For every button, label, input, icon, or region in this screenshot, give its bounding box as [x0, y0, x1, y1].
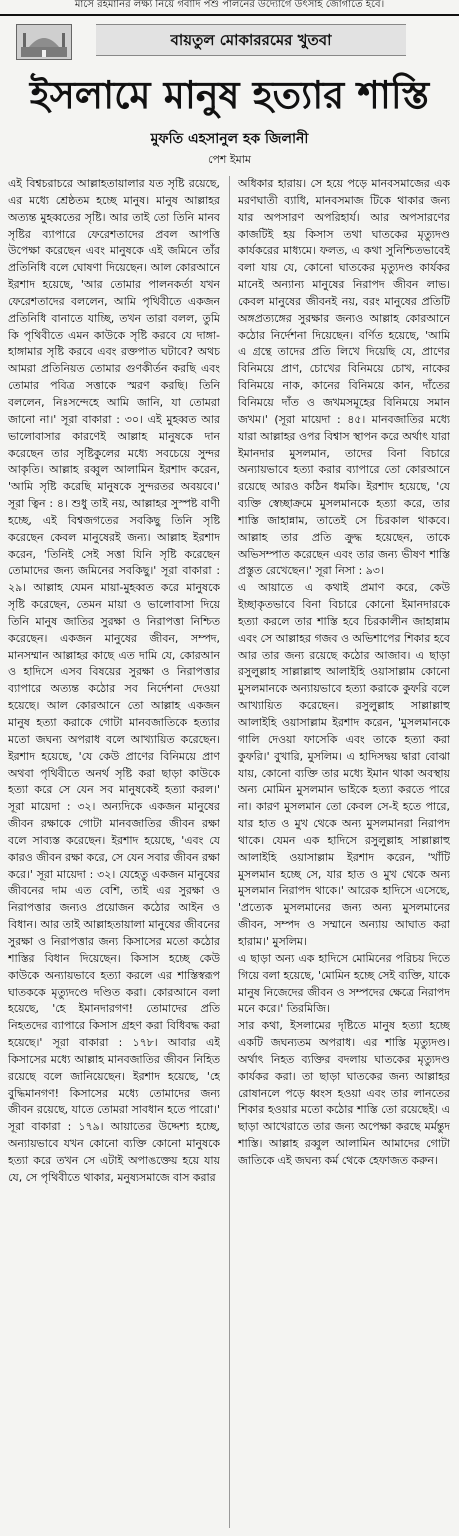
section-title: বায়তুল মোকাররমের খুতবা: [96, 24, 406, 56]
article-column-right: [238, 176, 450, 1528]
paragraph: এই বিশ্বচরাচরে আল্লাহতায়ালার যত সৃষ্টি রয়েছে, এর মধ্যে শ্রেষ্ঠতম হচ্ছে মানুষ। মানুষ আল্লাহর অত্যন্ত মুহব্বতের সৃষ্টি। আর তাই তো তিনি মানব সৃষ্টির ব্যাপারে ফেরেশতাদের প্রবল আপত্তি উপেক্ষা করেছেন এবং মানুষকে এই জমিনে তাঁর প্রতিনিধি বলে ঘোষণা দিয়েছেন। আল কোরআনে ইরশাদ হয়েছে, 'আর তোমার পালনকর্তা যখন ফেরেশতাদের বললেন, আমি পৃথিবীতে একজন প্রতিনিধি বানাতে যাচ্ছি, তখন তারা বলল, তুমি কি পৃথিবীতে এমন কাউকে সৃষ্টি করবে যে দাঙ্গা-হাঙ্গামার সৃষ্টি করবে এবং রক্তপাত ঘটাবে? অথচ আমরা প্রতিনিয়ত তোমার গুণকীর্তন করছি এবং তোমার পবিত্র সত্তাকে স্মরণ করছি। তিনি বললেন, নিঃসন্দেহে আমি জানি, যা তোমরা জানো না।' সূরা বাকারা : ৩০। এই মুহব্বত আর ভালোবাসার কারণেই আল্লাহ মানুষকে দান করেছেন তার সৃষ্টিকুলের মধ্যে সবচেয়ে সুন্দর আকৃতি। আল্লাহ রব্বুল আলামিন ইরশাদ করেন, 'আমি সৃষ্টি করেছি মানুষকে সুন্দরতর অবয়বে।' সূরা ত্বিন : ৪। শুধু তাই নয়, আল্লাহর সুস্পষ্ট বাণী হচ্ছে, এই বিশ্বজগতের সবকিছু তিনি সৃষ্টি করেছেন কেবল মানুষেরই জন্য। আল্লাহ ইরশাদ করেন, 'তিনিই সেই সত্তা যিনি সৃষ্টি করেছেন তোমাদের জন্য জমিনের সবকিছু।' সূরা বাকারা : ২৯। আল্লাহ যেমন মায়া-মুহব্বত করে মানুষকে সৃষ্টি করেছেন, তেমন মায়া ও ভালোবাসা দিয়ে তিনি মানুষ জাতির সুরক্ষা ও নিরাপত্তা নিশ্চিত করেছেন। একজন মানুষের জীবন, সম্পদ, মানসম্মান আল্লাহর কাছে এত দামি যে, কোরআন ও হাদিসে এসব বিষয়ের সুরক্ষা ও নিরাপত্তার ব্যাপারে অত্যন্ত কঠোর সব নির্দেশনা দেওয়া হয়েছে। আল কোরআনে তো আল্লাহ একজন মানুষ হত্যা করাকে গোটা মানবজাতিকে হত্যার মতো জঘন্য অপরাধ বলে আখ্যায়িত করেছেন। ইরশাদ হয়েছে, 'যে কেউ প্রাণের বিনিময়ে প্রাণ অথবা পৃথিবীতে অনর্থ সৃষ্টি করা ছাড়া কাউকে হত্যা করে সে যেন সব মানুষকেই হত্যা করল।' সূরা মায়েদা : ৩২। অন্যদিকে একজন মানুষের জীবন রক্ষাকে গোটা মানবজাতির জীবন রক্ষা বলে সাব্যস্ত করেছেন। ইরশাদ হয়েছে, 'এবং যে কারও জীবন রক্ষা করে, সে যেন সবার জীবন রক্ষা করে।' সূরা মায়েদা : ৩২। যেহেতু একজন মানুষের জীবনের দাম এত বেশি, তাই এর সুরক্ষা ও নিরাপত্তার জন্যও প্রয়োজন কঠোর আইন ও বিধান। আর তাই আল্লাহতায়ালা মানুষের জীবনের সুরক্ষা ও নিরাপত্তার জন্য কিসাসের মতো কঠোর শাস্তির বিধান দিয়েছেন। কিসাস হচ্ছে কেউ কাউকে অন্যায়ভাবে হত্যা করলে এর শাস্তিস্বরূপ ঘাতককে মৃত্যুদণ্ডে দণ্ডিত করা। কোরআনে বলা হয়েছে, 'হে ইমানদারগণ! তোমাদের প্রতি নিহতদের ব্যাপারে কিসাস গ্রহণ করা বিধিবদ্ধ করা হয়েছে।' সূরা বাকারা : ১৭৮। আবার এই কিসাসের মধ্যে আল্লাহ মানবজাতির জীবন নিহিত রয়েছে বলে জানিয়েছেন। ইরশাদ হয়েছে, 'হে বুদ্ধিমানগণ! কিসাসের মধ্যে তোমাদের জন্য জীবন রয়েছে, যাতে তোমরা সাবধান হতে পারো।' সূরা বাকারা : ১৭৯। আয়াতের উদ্দেশ্য হচ্ছে, অন্যায়ভাবে যখন কোনো ব্যক্তি কোনো মানুষকে হত্যা করে তখন সে এটাই অপাঙক্তেয় হয়ে যায় যে, সে পৃথিবীতে থাকার, মনুষ্যসমাজে বাস করার: [8, 177, 220, 1184]
author-name: মুফতি এহসানুল হক জিলানী: [150, 131, 309, 147]
paragraph: অধিকার হারায়। সে হয়ে পড়ে মানবসমাজের এক মরণঘাতী ব্যাধি, মানবসমাজ টিকে থাকার জন্য যার অপসারণ অপরিহার্য। আর অপসারণের কাজটিই হয় কিসাস তথা ঘাতকের মৃত্যুদণ্ড কার্যকরের মাধ্যমে। ফলত, এ কথা সুনিশ্চিতভাবেই বলা যায় যে, কোনো ঘাতকের মৃত্যুদণ্ড কার্যকর মানেই অন্যান্য মানুষের নিরাপদ জীবন লাভ। কেবল মানুষের জীবনই নয়, বরং মানুষের প্রতিটি অঙ্গপ্রত্যঙ্গের সুরক্ষার জন্যও আল্লাহ কোরআনে কঠোর নির্দেশনা দিয়েছেন। বর্ণিত হয়েছে, 'আমি এ গ্রন্থে তাদের প্রতি লিখে দিয়েছি যে, প্রাণের বিনিময়ে প্রাণ, চোখের বিনিময়ে চোখ, নাকের বিনিময়ে নাক, কানের বিনিময়ে কান, দাঁতের বিনিময়ে দাঁত ও জখমসমূহের বিনিময়ে সমান জখম।' (সূরা মায়েদা : ৪৫। মানবজাতির মধ্যে যারা আল্লাহর ওপর বিশ্বাস স্থাপন করে অর্থাৎ যারা ইমানদার মুসলমান, তাদের বিনা বিচারে অন্যায়ভাবে হত্যা করার ব্যাপারে তো কোরআনে রয়েছে আরও কঠিন ধমকি। ইরশাদ হয়েছে, 'যে ব্যক্তি স্বেচ্ছাক্রমে মুসলমানকে হত্যা করে, তার শাস্তি জাহান্নাম, তাতেই সে চিরকাল থাকবে। আল্লাহ তার প্রতি ক্রুদ্ধ হয়েছেন, তাকে অভিসম্পাত করেছেন এবং তার জন্য ভীষণ শাস্তি প্রস্তুত রেখেছেন।' সূরা নিসা : ৯৩।: [238, 177, 450, 578]
paragraph: এ ছাড়া অন্য এক হাদিসে মোমিনের পরিচয় দিতে গিয়ে বলা হয়েছে, 'মোমিন হচ্ছে সেই ব্যক্তি, যাকে মানুষ নিজেদের জীবন ও সম্পদের ক্ষেত্রে নিরাপদ মনে করে।' তিরমিজি।: [238, 951, 450, 1016]
column-divider: [229, 176, 230, 1528]
mosque-icon: [16, 24, 72, 60]
article-column-left: [8, 176, 220, 1528]
article-headline: ইসলামে মানুষ হত্যার শাস্তি: [29, 72, 430, 117]
previous-article-fragment: মাসে রহমানির লক্ষ্য নিয়ে গবাদি পশু পালনের উদ্যোগে উৎসাহ জোগাতে হবে।: [0, 0, 459, 16]
section-band: [6, 22, 453, 60]
paragraph: এ আয়াতে এ কথাই প্রমাণ করে, কেউ ইচ্ছাকৃতভাবে বিনা বিচারে কোনো ইমানদারকে হত্যা করলে তার শাস্তি হবে চিরকালীন জাহান্নাম এবং সে আল্লাহর গজব ও অভিশাপের শিকার হবে আর তার জন্য রয়েছে কঠোর আজাব। এ ছাড়া রসুলুল্লাহ সাল্লাল্লাহু আলাইহি ওয়াসাল্লাম কোনো মুসলমানকে অন্যায়ভাবে হত্যা করাকে কুফরি বলে আখ্যায়িত করেছেন। রসুলুল্লাহ সাল্লাল্লাহু আলাইহি ওয়াসাল্লাম ইরশাদ করেন, 'মুসলমানকে গালি দেওয়া ফাসেকি এবং তাকে হত্যা করা কুফরি।' বুখারি, মুসলিম। এ হাদিসদ্বয় দ্বারা বোঝা যায়, কোনো ব্যক্তি তার মধ্যে ইমান থাকা অবস্থায় অন্য মোমিন মুসলমান ভাইকে হত্যা করতে পারে না। কারণ মুসলমান তো কেবল সে-ই হতে পারে, যার হাত ও মুখ থেকে অন্য মুসলমানরা নিরাপদ থাকে। যেমন এক হাদিসে রসুলুল্লাহ সাল্লাল্লাহু আলাইহি ওয়াসাল্লাম ইরশাদ করেন, 'খাঁটি মুসলমান হচ্ছে সে, যার হাত ও মুখ থেকে অন্য মুসলমান নিরাপদ থাকে।' আরেক হাদিসে এসেছে, 'প্রত্যেক মুসলমানের জন্য অন্য মুসলমানের জীবন, সম্পদ ও সম্মানে অন্যায় আঘাত করা হারাম।' মুসলিম।: [238, 581, 450, 948]
author-role: পেশ ইমাম: [207, 153, 252, 166]
paragraph: সার কথা, ইসলামের দৃষ্টিতে মানুষ হত্যা হচ্ছে একটি জঘন্যতম অপরাধ। এর শাস্তি মৃত্যুদণ্ড। অর্থাৎ নিহত ব্যক্তির বদলায় ঘাতকের মৃত্যুদণ্ড কার্যকর করা। তা ছাড়া ঘাতকের জন্য আল্লাহর রোষানলে পড়ে ধ্বংস হওয়া এবং তার লানতের শিকার হওয়ার মতো কঠোর শাস্তি তো রয়েছেই। এ ছাড়া আখেরাতে তার জন্য অপেক্ষা করছে মর্মন্তুদ শাস্তি। আল্লাহ রব্বুল আলামিন আমাদের গোটা জাতিকে এই জঘন্য কর্ম থেকে হেফাজত করুন।: [238, 1019, 450, 1167]
